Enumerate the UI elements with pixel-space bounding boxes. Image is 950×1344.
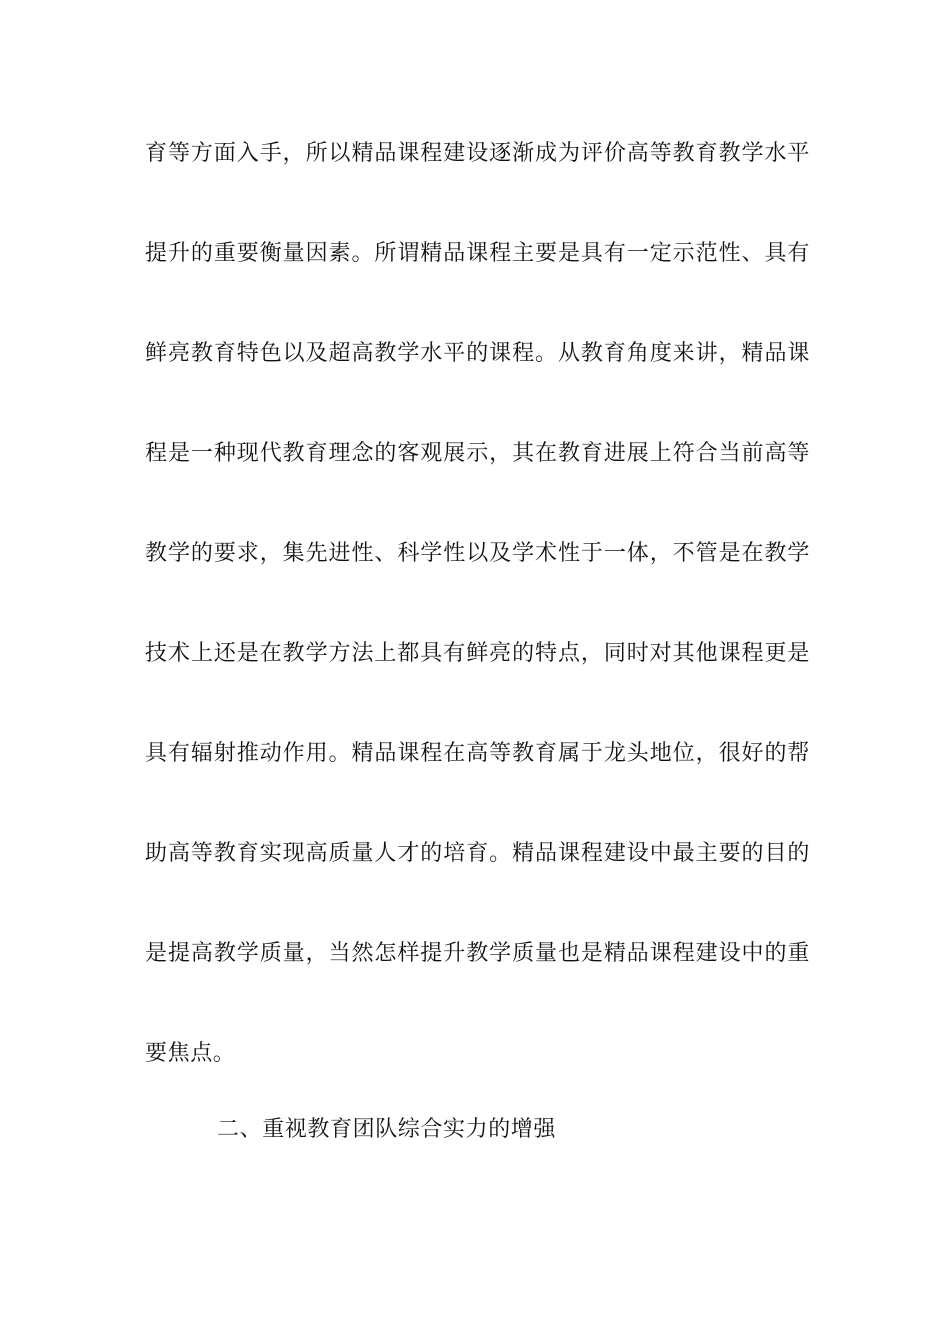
paragraph-line: 具有辐射推动作用。精品课程在高等教育属于龙头地位，很好的帮 xyxy=(145,741,810,766)
paragraph-line: 教学的要求，集先进性、科学性以及学术性于一体，不管是在教学 xyxy=(145,541,810,566)
paragraph-line: 育等方面入手，所以精品课程建设逐渐成为评价高等教育教学水平 xyxy=(145,141,810,166)
paragraph-line: 技术上还是在教学方法上都具有鲜亮的特点，同时对其他课程更是 xyxy=(145,641,810,666)
paragraph-line: 鲜亮教育特色以及超高教学水平的课程。从教育角度来讲，精品课 xyxy=(145,341,810,366)
section-heading: 二、重视教育团队综合实力的增强 xyxy=(217,1117,557,1142)
paragraph-line: 程是一种现代教育理念的客观展示，其在教育进展上符合当前高等 xyxy=(145,441,810,466)
paragraph-line: 要焦点。 xyxy=(145,1041,236,1066)
paragraph-line: 助高等教育实现高质量人才的培育。精品课程建设中最主要的目的 xyxy=(145,841,810,866)
paragraph-line: 提升的重要衡量因素。所谓精品课程主要是具有一定示范性、具有 xyxy=(145,241,810,266)
body-paragraph xyxy=(145,126,810,1126)
paragraph-line: 是提高教学质量，当然怎样提升教学质量也是精品课程建设中的重 xyxy=(145,941,810,966)
